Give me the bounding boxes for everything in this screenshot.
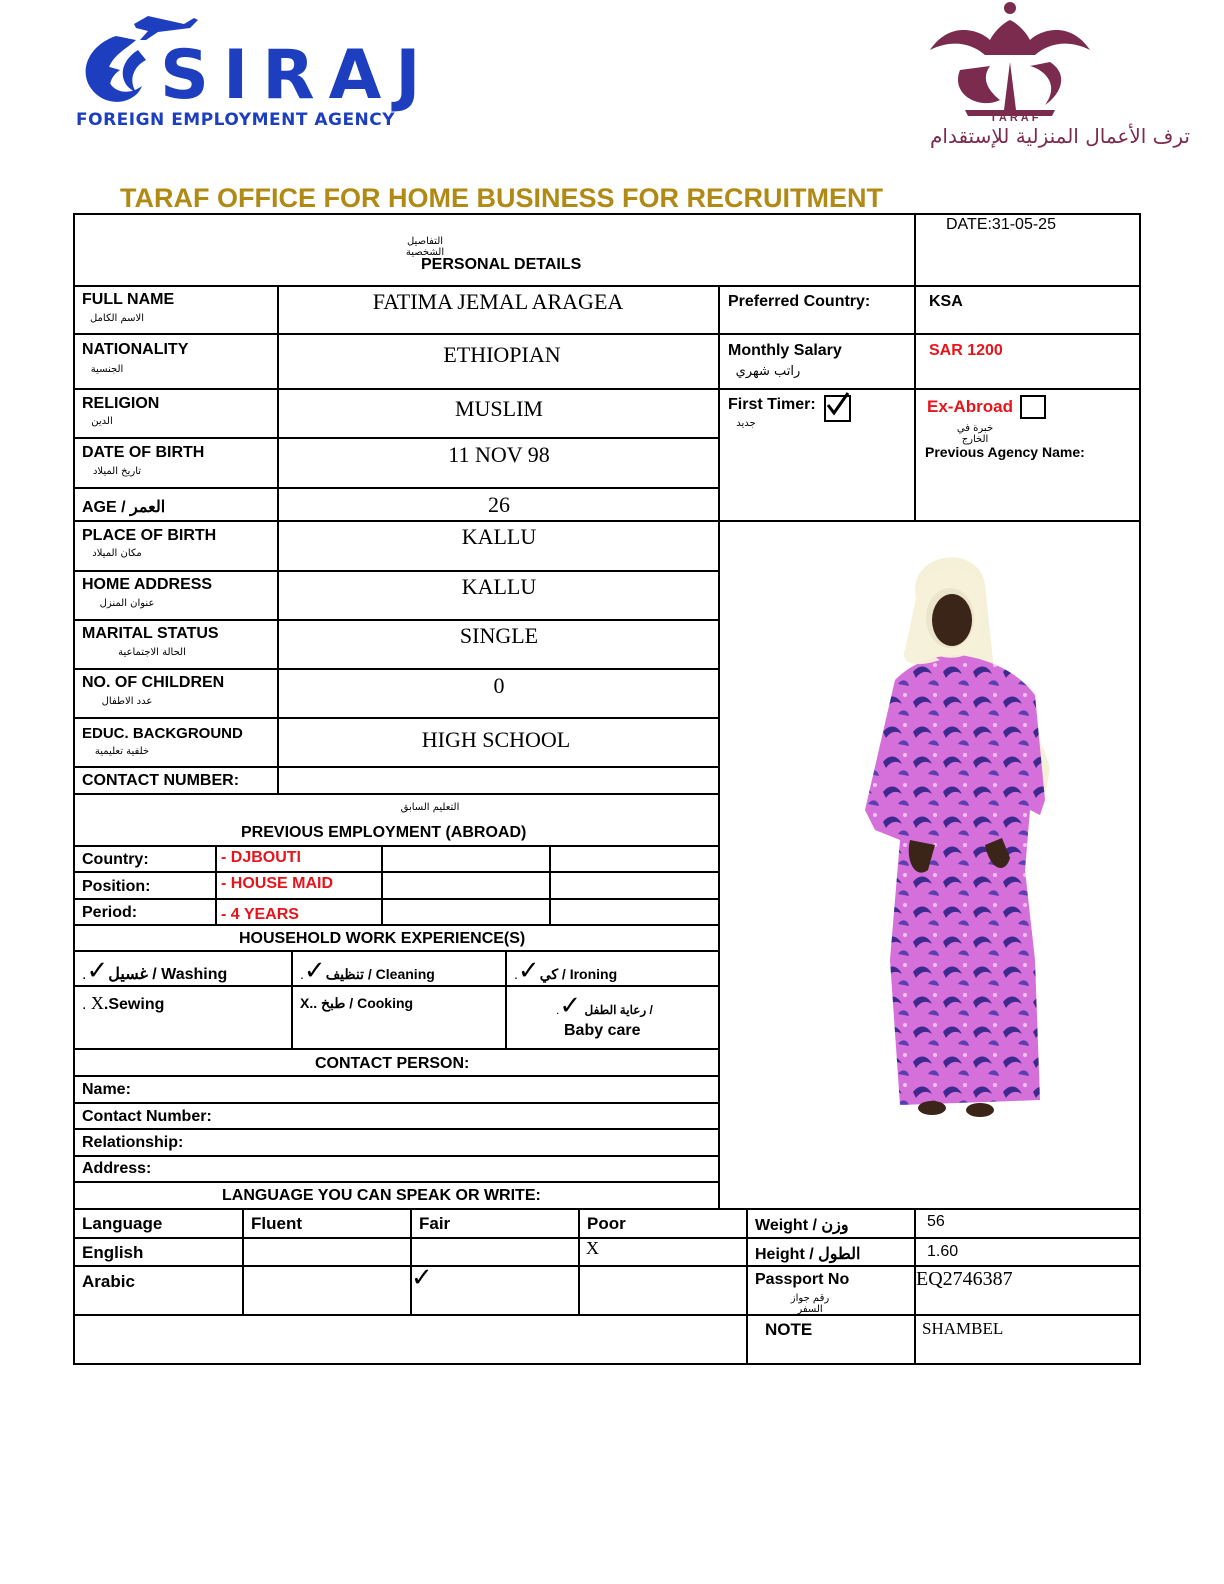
cooking-item [300, 995, 413, 1012]
country-value: - DJBOUTI [221, 849, 301, 866]
washing-text: غسيل / Washing [108, 966, 228, 983]
full-name-value: FATIMA JEMAL ARAGEA [372, 289, 624, 314]
marital-status-label: MARITAL STATUS [82, 625, 219, 642]
position-value: - HOUSE MAID [221, 875, 333, 892]
place-of-birth-arabic: مكان الميلاد [92, 548, 142, 559]
siraj-subtitle: FOREIGN EMPLOYMENT AGENCY [76, 110, 396, 130]
weight-value: 56 [927, 1213, 945, 1230]
washing-item [82, 955, 227, 986]
monthly-salary-label: Monthly Salary [728, 342, 842, 359]
siraj-logo [76, 6, 435, 136]
preferred-country-label: Preferred Country: [728, 293, 871, 310]
taraf-logo-text: TARAF [990, 112, 1042, 124]
household-heading: HOUSEHOLD WORK EXPERIENCE(S) [239, 930, 526, 947]
check-icon: ✓ [86, 955, 109, 985]
previous-agency-label: Previous Agency Name: [925, 444, 1085, 460]
period-value: - 4 YEARS [221, 906, 299, 923]
contact-name-label: Name: [82, 1081, 131, 1098]
place-of-birth-value: KALLU [461, 524, 537, 549]
previous-employment-heading: PREVIOUS EMPLOYMENT (ABROAD) [241, 824, 527, 841]
relationship-label: Relationship: [82, 1134, 184, 1151]
height-value: 1.60 [927, 1243, 959, 1260]
office-title: TARAF OFFICE FOR HOME BUSINESS FOR RECRUITMENT [120, 183, 883, 213]
personal-details-arabic: التفاصيل الشخصية [405, 236, 445, 258]
ironing-prefix: . [514, 966, 518, 982]
passport-value: EQ2746387 [916, 1268, 1013, 1290]
check-icon [824, 391, 851, 418]
ex-abroad-arabic: خبرة في الخارج [956, 423, 994, 445]
weight-label: Weight / وزن [755, 1217, 849, 1234]
check-icon: ✓ [517, 955, 540, 985]
age-value: 26 [488, 492, 510, 517]
children-value: 0 [493, 673, 505, 698]
cooking-text: .. طبخ / Cooking [309, 995, 414, 1011]
baby-care-arabic: رعاية الطفل / [584, 1003, 653, 1017]
age-label: AGE / العمر [82, 499, 166, 516]
siraj-logo-text: SIRAJ [160, 36, 435, 115]
note-label: NOTE [765, 1320, 813, 1339]
ironing-text: كي / Ironing [539, 966, 618, 982]
note-value: SHAMBEL [922, 1319, 1004, 1338]
language-header: Language [82, 1214, 163, 1233]
religion-value: MUSLIM [454, 396, 543, 421]
sewing-item [82, 993, 164, 1014]
sewing-prefix: . [82, 996, 87, 1013]
fair-header: Fair [419, 1214, 451, 1233]
dob-arabic: تاريخ الميلاد [92, 466, 142, 477]
cleaning-prefix: . [300, 966, 304, 982]
nationality-value: ETHIOPIAN [443, 342, 561, 367]
children-label: NO. OF CHILDREN [82, 674, 225, 691]
contact-number-label: CONTACT NUMBER: [82, 772, 240, 789]
english-poor-mark: X [586, 1238, 599, 1258]
full-name-label: FULL NAME [82, 291, 175, 308]
passport-label: Passport No [755, 1271, 850, 1288]
crown-icon [830, 0, 1190, 130]
religion-label: RELIGION [82, 395, 160, 412]
ex-abroad-label: Ex-Abroad [927, 397, 1013, 416]
check-icon: ✓ [303, 955, 326, 985]
arabic-label: Arabic [82, 1272, 135, 1291]
education-arabic: خلفية تعليمية [94, 746, 150, 757]
x-mark-icon: X [90, 993, 104, 1013]
religion-arabic: الدين [91, 416, 113, 427]
place-of-birth-label: PLACE OF BIRTH [82, 527, 217, 544]
preferred-country-value: KSA [929, 293, 963, 310]
passport-arabic: رقم جواز السفر [790, 1293, 830, 1315]
ironing-item [514, 955, 617, 986]
fluent-header: Fluent [251, 1214, 302, 1233]
previous-employment-arabic: التعليم السابق [400, 802, 460, 813]
arabic-fair-check-icon: ✓ [411, 1262, 433, 1292]
home-address-value: KALLU [461, 574, 537, 599]
position-label: Position: [82, 878, 151, 895]
poor-header: Poor [587, 1214, 626, 1233]
first-timer-label: First Timer: [728, 396, 816, 413]
dob-label: DATE OF BIRTH [82, 444, 205, 461]
education-label: EDUC. BACKGROUND [82, 725, 243, 742]
marital-status-value: SINGLE [459, 623, 539, 648]
applicant-photo [820, 540, 1100, 1140]
country-label: Country: [82, 851, 149, 868]
taraf-arabic-name: ترف الأعمال المنزلية للإستقدام [930, 124, 1190, 148]
date-text: DATE:31-05-25 [946, 216, 1056, 233]
english-label: English [82, 1243, 144, 1262]
cleaning-text: تنظيف / Cleaning [325, 966, 435, 982]
ex-abroad-checkbox[interactable] [1020, 395, 1046, 419]
personal-details-heading: PERSONAL DETAILS [421, 256, 582, 273]
home-address-arabic: عنوان المنزل [99, 598, 155, 609]
height-label: Height / الطول [755, 1246, 861, 1263]
first-timer-arabic: جديد [736, 418, 756, 429]
children-arabic: عدد الاطفال [101, 696, 153, 707]
home-address-label: HOME ADDRESS [82, 576, 213, 593]
period-label: Period: [82, 904, 138, 921]
first-timer-checkbox[interactable] [824, 395, 851, 422]
dob-value: 11 NOV 98 [448, 442, 550, 467]
language-heading: LANGUAGE YOU CAN SPEAK OR WRITE: [222, 1187, 541, 1204]
x-mark-icon: X [300, 995, 310, 1011]
full-name-arabic: الاسم الكامل [89, 313, 145, 324]
contact-person-heading: CONTACT PERSON: [315, 1055, 470, 1072]
cleaning-item [300, 955, 435, 986]
contact-number-field-label: Contact Number: [82, 1108, 212, 1125]
taraf-logo [830, 0, 1190, 160]
marital-status-arabic: الحالة الاجتماعية [118, 647, 186, 658]
nationality-label: NATIONALITY [82, 341, 189, 358]
check-icon: ✓ [559, 990, 582, 1020]
address-label: Address: [82, 1160, 152, 1177]
nationality-arabic: الجنسية [90, 364, 124, 375]
baby-care-prefix: . [556, 1003, 560, 1017]
education-value: HIGH SCHOOL [421, 727, 571, 752]
monthly-salary-value: SAR 1200 [929, 342, 1003, 359]
monthly-salary-arabic: راتب شهري [735, 364, 801, 379]
sewing-text: .Sewing [103, 996, 165, 1013]
baby-care-text: Baby care [564, 1022, 641, 1039]
baby-care-item [556, 990, 653, 1021]
washing-prefix: . [82, 966, 87, 983]
